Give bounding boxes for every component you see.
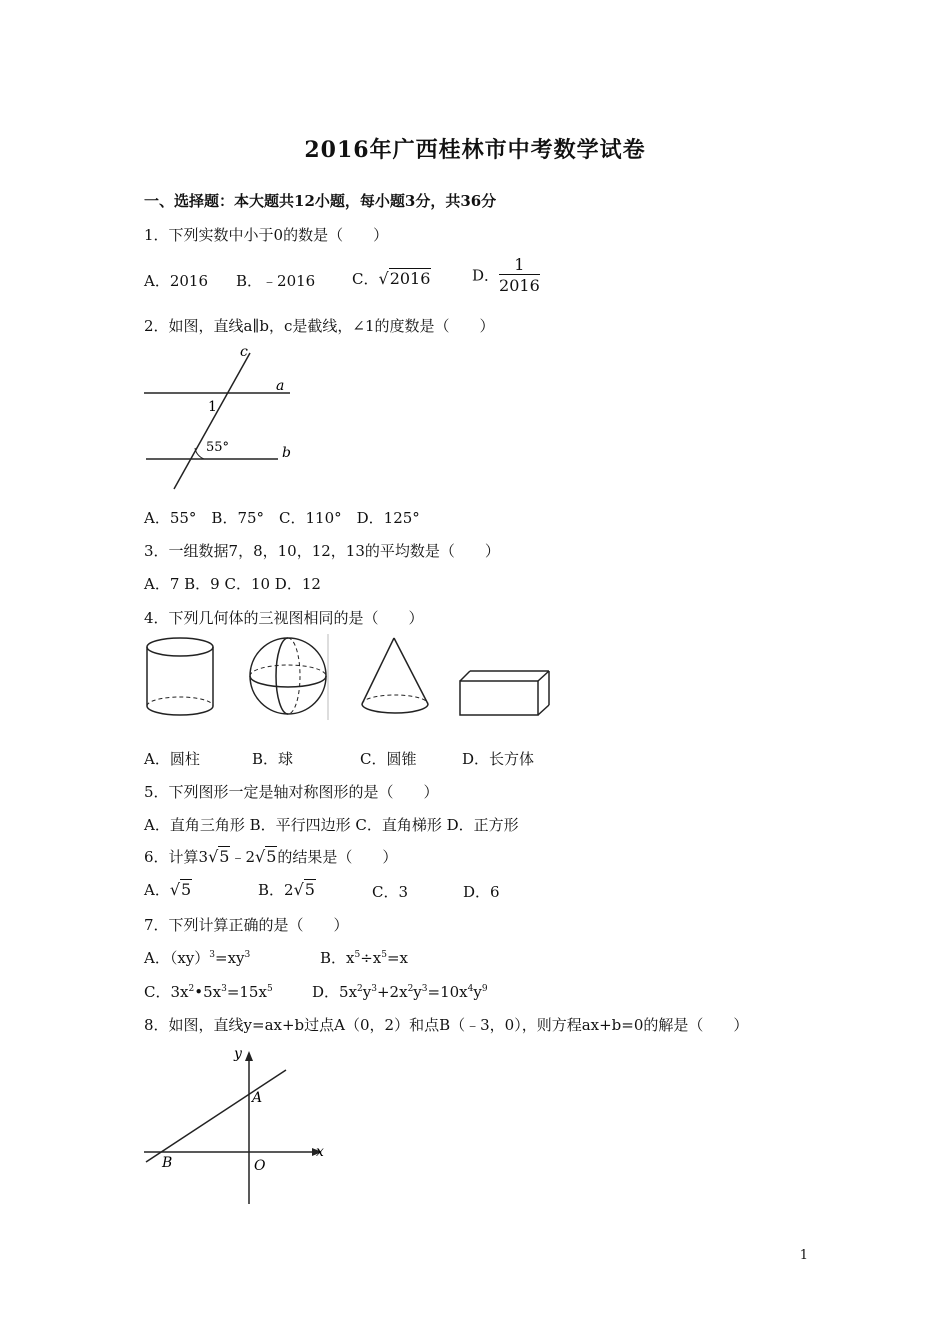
q1-option-b: B．﹣2016 (236, 272, 316, 290)
q7-d-exp: 3 (371, 984, 377, 994)
label-y: y (234, 1046, 242, 1062)
page-title: 2016年广西桂林市中考数学试卷 (304, 137, 646, 163)
label-x: x (316, 1144, 324, 1160)
label-point-a: A (252, 1090, 263, 1106)
q1-fraction-denominator: 2016 (499, 276, 540, 295)
q5-options: A．直角三角形 B．平行四边形 C．直角梯形 D．正方形 (144, 816, 519, 834)
q7-d-exp: 4 (467, 984, 474, 994)
parallel-lines-figure (140, 343, 300, 493)
q7-d-exp: 9 (481, 984, 488, 994)
q6-prefix: 6．计算3 (144, 848, 209, 866)
q7-c-exp: 5 (266, 984, 273, 994)
fraction (499, 255, 540, 295)
q7-b-exp: 5 (354, 950, 361, 960)
q6-option-a-label: A． (144, 881, 170, 899)
q7-d-part: y (362, 983, 372, 1001)
sphere-icon (250, 638, 326, 714)
cylinder-icon (147, 638, 213, 715)
q1-option-d (472, 255, 540, 295)
q7-option-d (312, 981, 488, 1002)
sqrt-symbol: √5 (208, 847, 230, 866)
question-4: 4．下列几何体的三视图相同的是（ ） (144, 609, 424, 627)
q1-option-d-label: D． (472, 266, 500, 285)
label-a: a (276, 378, 285, 394)
q7-c-part: •5x (194, 983, 222, 1001)
q7-d-exp: 3 (421, 984, 428, 994)
question-7: 7．下列计算正确的是（ ） (144, 916, 349, 934)
q7-d-exp: 2 (357, 984, 363, 994)
q1-fraction-numerator: 1 (514, 255, 525, 274)
line-y-ax-b (146, 1070, 286, 1162)
q4-option-a: A．圆柱 (144, 750, 200, 768)
label-angle-55: 55° (206, 440, 230, 455)
q1-option-c-label: C． (352, 270, 379, 288)
sqrt-symbol: √5 (255, 847, 277, 866)
q6-option-c: C．3 (372, 883, 409, 901)
question-1: 1．下列实数中小于0的数是（ ） (144, 226, 389, 244)
q6-option-d: D．6 (463, 883, 500, 901)
q7-c-exp: 3 (221, 984, 227, 994)
label-origin: O (254, 1158, 266, 1174)
q6-radicand-1: 5 (219, 847, 230, 866)
q4-option-b: B．球 (252, 750, 294, 768)
question-8: 8．如图，直线y=ax+b过点A（0，2）和点B（﹣3，0），则方程ax+b=0的解是（ ） (144, 1016, 749, 1034)
question-3: 3．一组数据7，8，10，12，13的平均数是（ ） (144, 542, 500, 560)
cone-icon (362, 638, 428, 713)
q6-option-a-radicand: 5 (181, 880, 192, 899)
q7-a-part: =xy (215, 949, 245, 967)
question-2: 2．如图，直线a∥b，c是截线，∠1的度数是（ ） (144, 317, 495, 335)
q7-b-part: B．x (320, 949, 355, 967)
question-5: 5．下列图形一定是轴对称图形的是（ ） (144, 783, 439, 801)
q7-d-part: y (413, 983, 422, 1001)
q7-d-part: D．5x (312, 983, 358, 1001)
q7-option-a (144, 947, 250, 968)
line-c (174, 353, 250, 489)
label-angle-1: 1 (208, 399, 217, 415)
section-heading: 一、选择题：本大题共12小题，每小题3分，共36分 (144, 192, 497, 210)
y-axis-arrow-icon (245, 1051, 253, 1061)
q7-d-part: +2x (376, 983, 408, 1001)
sqrt-symbol: √5 (293, 880, 315, 899)
q7-d-part: y (473, 983, 482, 1001)
cuboid-icon (460, 671, 549, 715)
q7-d-exp: 2 (407, 984, 414, 994)
q6-radicand-2: 5 (266, 847, 277, 866)
question-6 (144, 846, 397, 867)
label-b: b (282, 445, 291, 461)
q7-b-exp: 5 (381, 950, 387, 960)
label-c: c (240, 344, 248, 360)
q7-a-part: A．（xy） (144, 949, 210, 967)
sqrt-symbol: √2016 (378, 269, 431, 288)
q7-option-b (320, 947, 408, 968)
q2-options: A．55° B．75° C．110° D．125° (144, 509, 420, 527)
q7-c-part: =15x (226, 983, 267, 1001)
line-graph-figure (140, 1046, 330, 1208)
q7-c-part: C．3x (144, 983, 189, 1001)
solids-figure (140, 634, 560, 724)
sqrt-symbol: √5 (169, 880, 192, 899)
q6-option-a (144, 879, 192, 900)
page-number: 1 (799, 1248, 808, 1263)
q7-option-c (144, 981, 273, 1002)
q7-a-exp: 3 (244, 950, 251, 960)
q1-option-c-radicand: 2016 (389, 269, 431, 288)
q7-c-exp: 2 (188, 984, 195, 994)
q6-option-b (258, 879, 316, 900)
q7-d-part: =10x (427, 983, 468, 1001)
q1-option-a: A．2016 (144, 272, 209, 290)
q6-option-b-radicand: 5 (304, 880, 315, 899)
q7-b-part: ÷x (360, 949, 382, 967)
q4-option-c: C．圆锥 (360, 750, 417, 768)
q6-option-b-label: B．2 (258, 881, 294, 899)
q6-middle: ﹣2 (230, 848, 256, 866)
q7-a-exp: 3 (209, 950, 216, 960)
q6-suffix: 的结果是（ ） (277, 848, 398, 866)
q7-b-part: =x (386, 949, 409, 967)
q3-options: A．7 B．9 C．10 D．12 (144, 575, 321, 593)
q1-option-c (352, 268, 431, 289)
q4-option-d: D．长方体 (462, 750, 535, 768)
label-point-b: B (162, 1155, 173, 1171)
